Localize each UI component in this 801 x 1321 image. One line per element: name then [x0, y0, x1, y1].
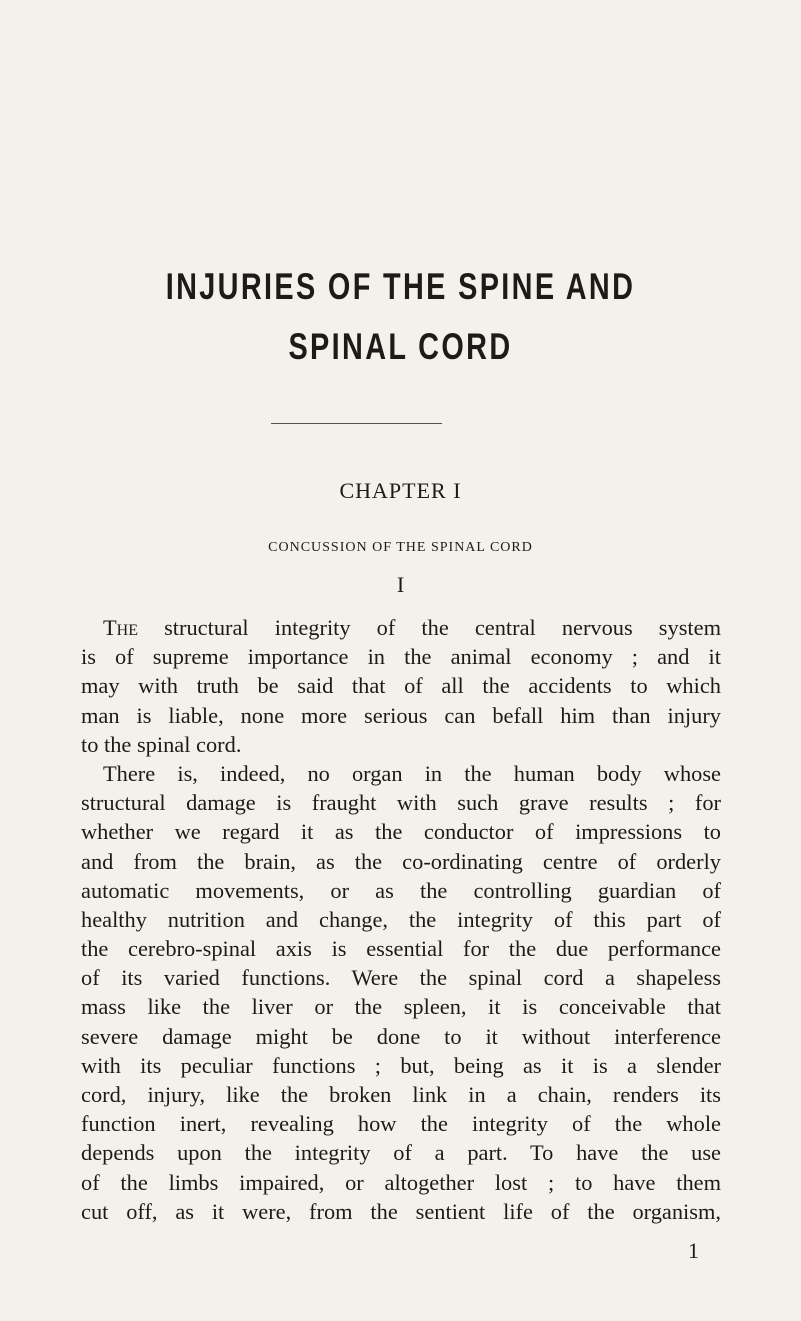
- body-line: automatic movements, or as the controlling guardian of: [81, 877, 721, 903]
- body-line: There is, indeed, no organ in the human body whose: [103, 760, 721, 786]
- body-line: cut off, as it were, from the sentient life of the organism,: [81, 1198, 721, 1224]
- body-line: mass like the liver or the spleen, it is conceivable that: [81, 994, 721, 1020]
- body-line: the cerebro-spinal axis is essential for the due performance: [81, 936, 721, 962]
- body-line: of its varied functions. Were the spinal cord a shapeless: [81, 965, 721, 991]
- section-number: I: [396, 572, 405, 597]
- body-line: whether we regard it as the conductor of impressions to: [81, 819, 721, 845]
- page-number: 1: [688, 1238, 699, 1263]
- body-line: man is liable, none more serious can befall him than injury: [81, 702, 721, 728]
- book-title-line-1: INJURIES OF THE SPINE AND: [165, 266, 636, 307]
- body-line: may with truth be said that of all the accidents to which: [81, 673, 721, 699]
- body-line: depends upon the integrity of a part. To have the use: [81, 1140, 721, 1166]
- body-line: cord, injury, like the broken link in a chain, renders its: [81, 1082, 721, 1107]
- body-line: function inert, revealing how the integrity of the whole: [81, 1111, 721, 1137]
- body-line: structural damage is fraught with such grave results ; for: [81, 790, 721, 816]
- body-line: to the spinal cord.: [81, 731, 242, 757]
- body-line: is of supreme importance in the animal economy ; and it: [81, 644, 721, 670]
- body-line: and from the brain, as the co-ordinating centre of orderly: [81, 848, 721, 874]
- body-line: healthy nutrition and change, the integrity of this part of: [81, 906, 721, 932]
- body-line-1: The structural integrity of the central nervous system: [103, 615, 721, 640]
- body-line: with its peculiar functions ; but, being as it is a slender: [81, 1052, 721, 1078]
- title-divider-rule: [271, 423, 442, 424]
- book-title-line-2: SPINAL CORD: [288, 326, 513, 367]
- drop-word: The: [103, 615, 139, 640]
- chapter-heading: CHAPTER I: [339, 478, 462, 503]
- body-line: severe damage might be done to it without interference: [81, 1023, 721, 1049]
- body-text: [81, 613, 721, 1226]
- chapter-subtitle: CONCUSSION OF THE SPINAL CORD: [268, 540, 533, 555]
- body-line: of the limbs impaired, or altogether lost ; to have them: [81, 1169, 721, 1195]
